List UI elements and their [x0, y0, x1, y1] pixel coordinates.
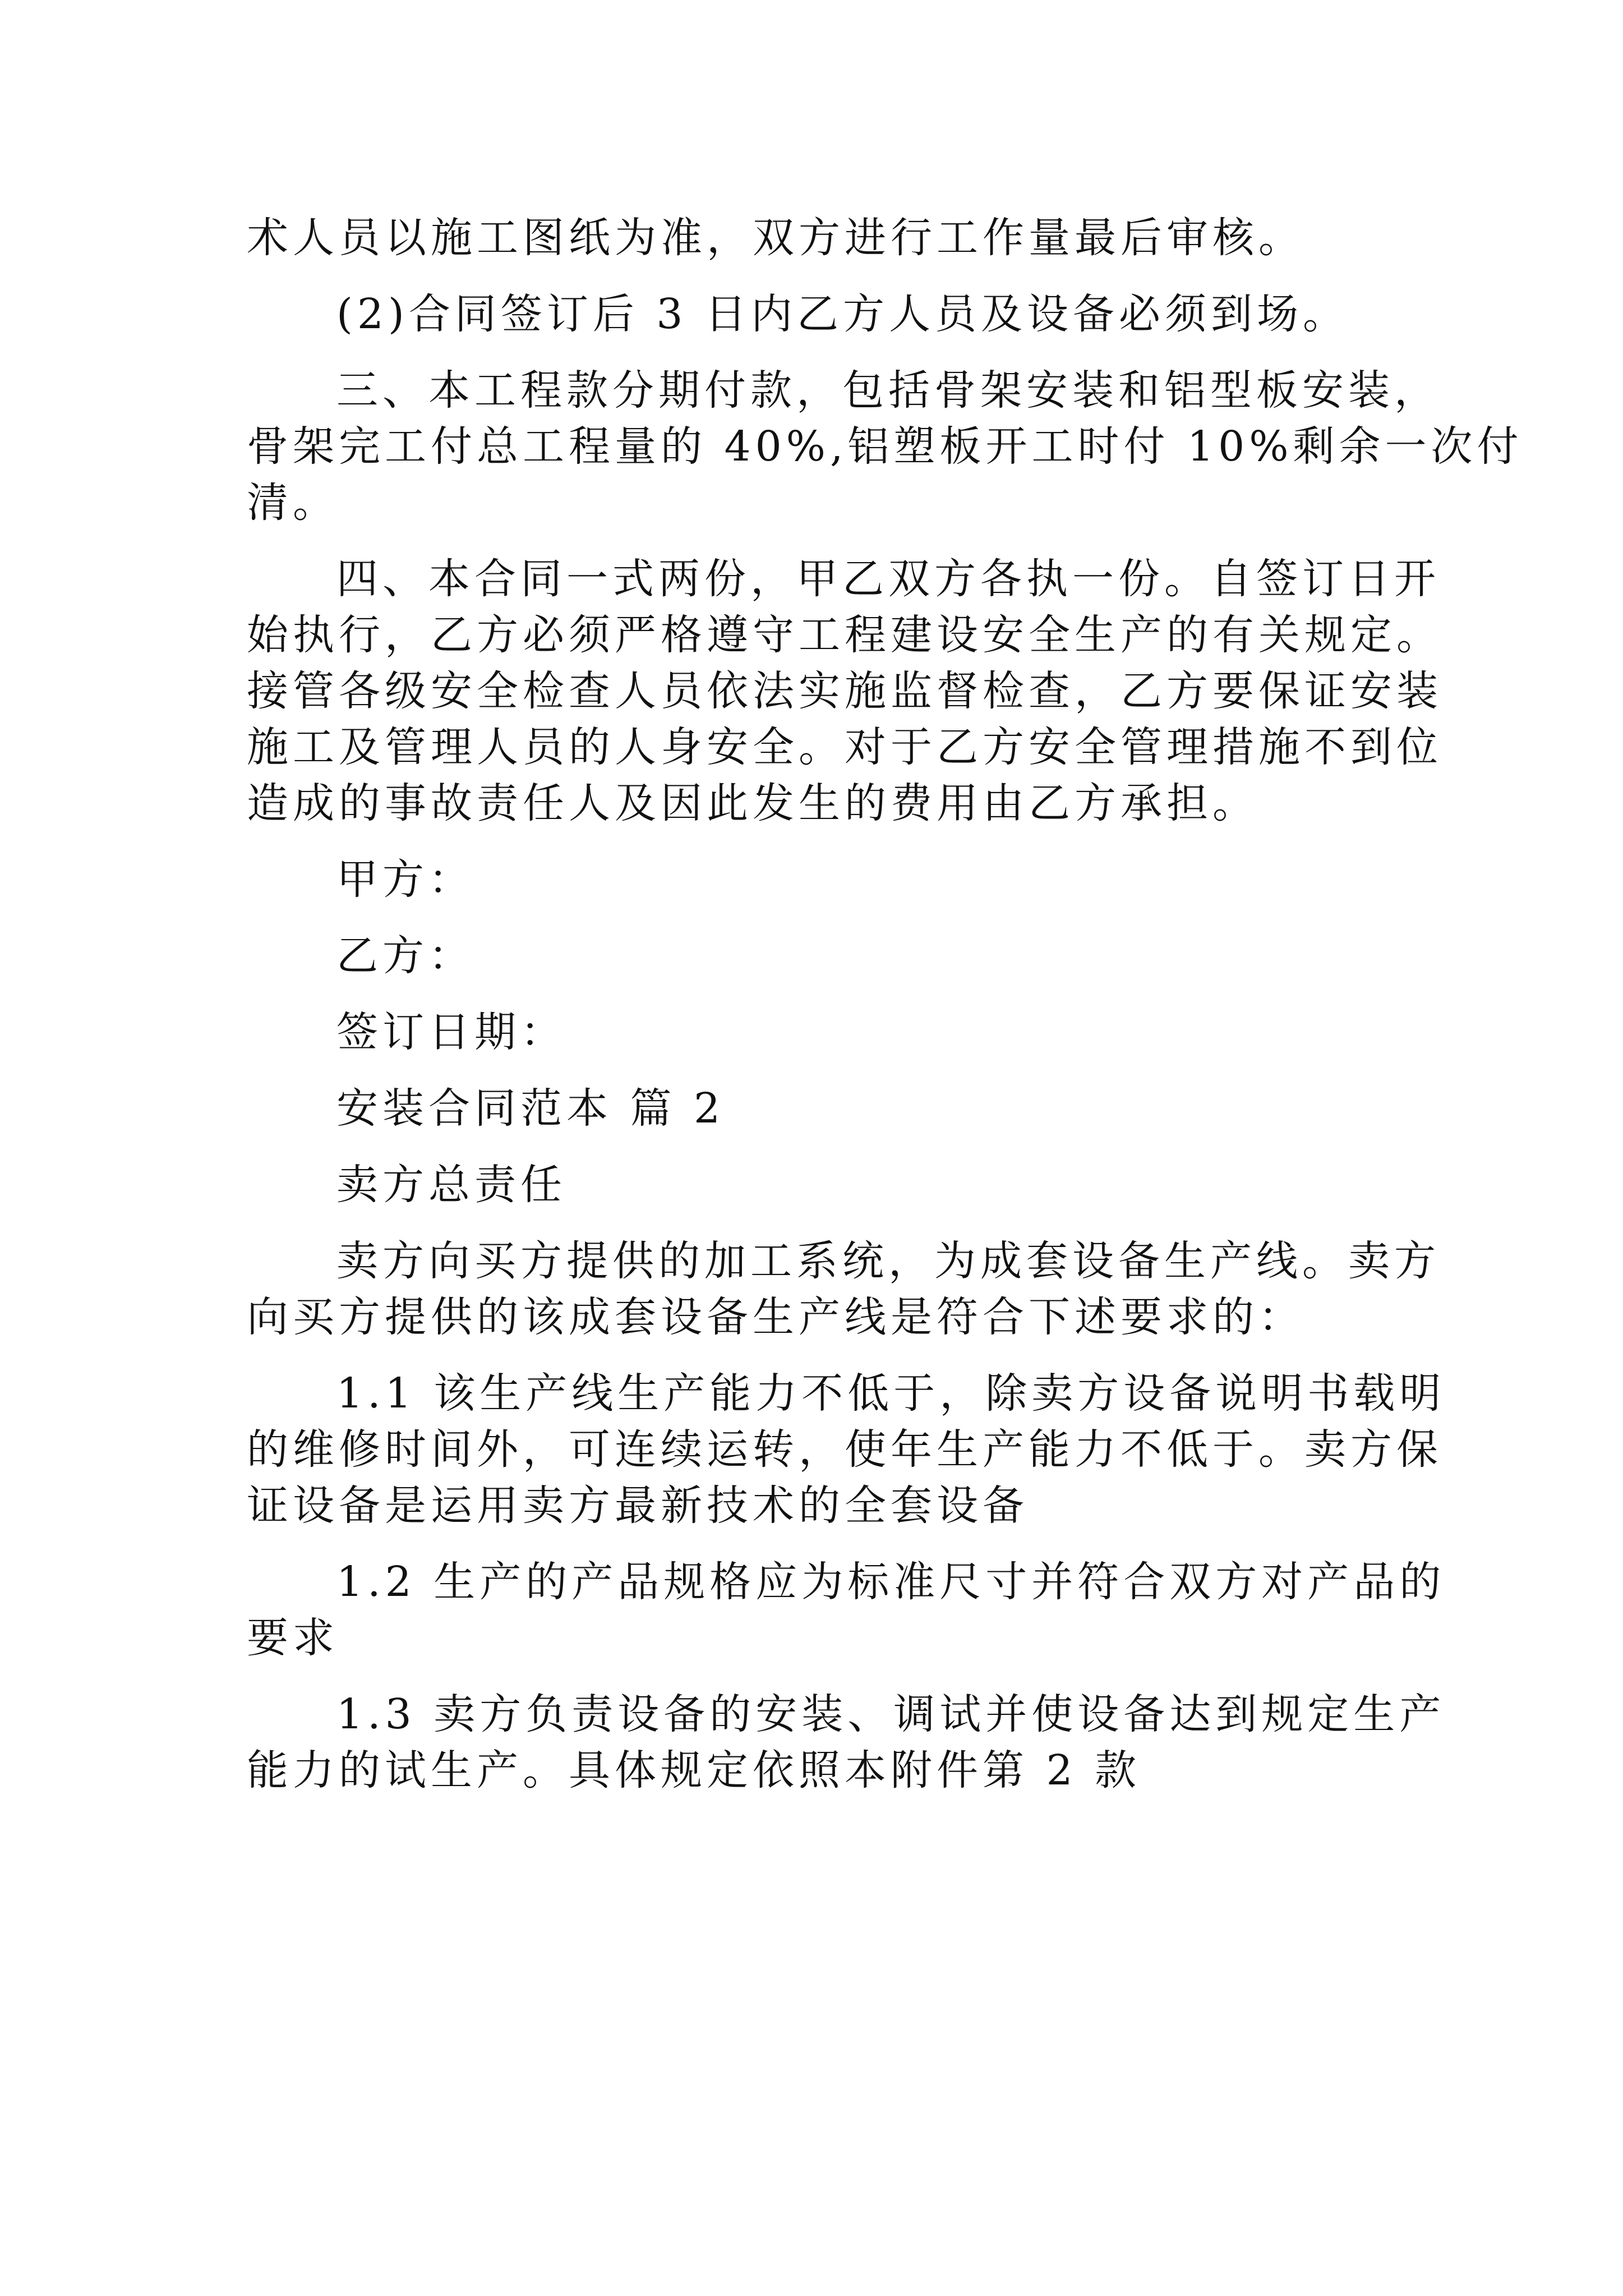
text-line: 1.3 卖方负责设备的安装、调试并使设备达到规定生产 — [336, 1690, 1446, 1738]
document-body — [247, 210, 1523, 1798]
text-line: 术人员以施工图纸为准，双方进行工作量最后审核。 — [247, 214, 1304, 262]
text-line: 1.2 生产的产品规格应为标准尺寸并符合双方对产品的 — [336, 1558, 1446, 1606]
text-line: 三、本工程款分期付款，包括骨架安装和铝型板安装， — [336, 366, 1440, 415]
signature-party-b-label: 乙方： — [336, 932, 474, 980]
text-line: 清。 — [247, 478, 339, 527]
text-line: 造成的事故责任人及因此发生的费用由乙方承担。 — [247, 779, 1258, 827]
text-line: 证设备是运用卖方最新技术的全套设备 — [247, 1481, 1029, 1530]
section-title: 安装合同范本 篇 2 — [336, 1084, 725, 1133]
text-line: (2)合同签订后 3 日内乙方人员及设备必须到场。 — [336, 290, 1349, 338]
signature-party-a-label: 甲方： — [336, 855, 474, 904]
text-line: 的维修时间外，可连续运转，使年生产能力不低于。卖方保 — [247, 1425, 1442, 1474]
text-line: 1.1 该生产线生产能力不低于，除卖方设备说明书载明 — [336, 1369, 1446, 1418]
text-line: 要求 — [247, 1614, 339, 1662]
text-line: 能力的试生产。具体规定依照本附件第 2 款 — [247, 1746, 1141, 1795]
subsection-title: 卖方总责任 — [336, 1161, 566, 1209]
text-line: 向买方提供的该成套设备生产线是符合下述要求的： — [247, 1293, 1304, 1341]
text-line: 骨架完工付总工程量的 40%,铝塑板开工时付 10%剩余一次付 — [247, 422, 1523, 471]
text-line: 接管各级安全检查人员依法实施监督检查，乙方要保证安装 — [247, 667, 1442, 715]
signing-date-label: 签订日期： — [336, 1008, 566, 1056]
text-line: 卖方向买方提供的加工系统，为成套设备生产线。卖方 — [336, 1237, 1440, 1285]
text-line: 四、本合同一式两份，甲乙双方各执一份。自签订日开 — [336, 555, 1440, 603]
text-line: 施工及管理人员的人身安全。对于乙方安全管理措施不到位 — [247, 723, 1442, 771]
text-line: 始执行，乙方必须严格遵守工程建设安全生产的有关规定。 — [247, 611, 1442, 659]
